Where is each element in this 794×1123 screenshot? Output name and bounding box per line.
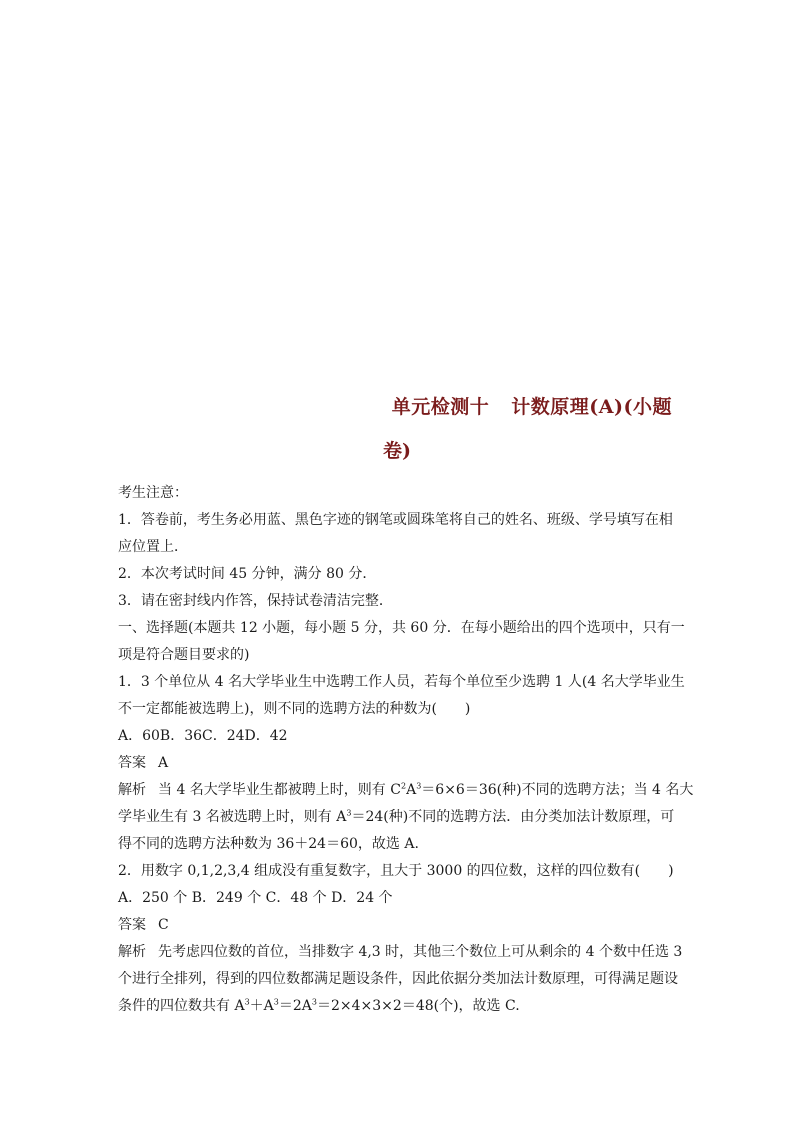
- title-unit: 单元检测十: [391, 396, 490, 418]
- q2-answer-value: C: [158, 917, 169, 933]
- q1-answer-value: A: [158, 755, 169, 771]
- title-topic: 计数原理(A)(小题: [511, 396, 672, 418]
- q2-analysis-text: ＝2×4×3×2＝48(个)，故选 C.: [317, 998, 520, 1014]
- q1-analysis-line-1: [118, 777, 694, 804]
- q1-analysis-text: A: [406, 782, 417, 798]
- q1-answer: [118, 750, 678, 777]
- q1-stem-cont: 不一定都能被选聘上)，则不同的选聘方法的种数为( ): [118, 701, 471, 717]
- q2-options: A．250 个 B．249 个 C．48 个 D．24 个: [118, 890, 393, 906]
- q2-sup: 3: [311, 997, 317, 1007]
- document-title-continued: 卷): [383, 440, 411, 462]
- document-title: [392, 392, 672, 419]
- q2-analysis-line-1: [118, 939, 683, 966]
- q1-sup: 2: [400, 781, 407, 791]
- q1-analysis-text: 当 4 名大学毕业生都被聘上时，则有 C: [158, 782, 401, 798]
- q2-analysis-text: 先考虑四位数的首位，当排数字 4,3 时，其他三个数位上可从剩余的 4 个数中任选 3: [158, 944, 683, 960]
- notice-item-3: 3．请在密封线内作答，保持试卷清洁完整．: [118, 593, 393, 609]
- section-heading: 一、选择题(本题共 12 小题，每小题 5 分，共 60 分．在每小题给出的四个选项中，只有一: [118, 620, 685, 636]
- q2-answer-label: 答案: [118, 917, 146, 933]
- q1-analysis-label: 解析: [118, 782, 146, 798]
- q2-analysis-line-2: 个进行全排列，得到的四位数都满足题设条件，因此依据分类加法计数原理，可得满足题设: [118, 971, 678, 987]
- q1-answer-label: 答案: [118, 755, 146, 771]
- q2-analysis-label: 解析: [118, 944, 146, 960]
- notice-item-1: 1．答卷前，考生务必用蓝、黑色字迹的钢笔或圆珠笔将自己的姓名、班级、学号填写在相: [118, 512, 673, 528]
- q1-analysis-line-2: [118, 804, 678, 831]
- q2-answer: [118, 912, 678, 939]
- q1-sup: 3: [346, 808, 352, 818]
- q1-analysis-line-3: 得不同的选聘方法种数为 36＋24＝60，故选 A.: [118, 836, 419, 852]
- q2-analysis-text: 条件的四位数共有 A: [118, 998, 245, 1014]
- notice-item-2: 2．本次考试时间 45 分钟，满分 80 分．: [118, 566, 377, 582]
- q2-sup: 3: [244, 997, 250, 1007]
- q2-stem: 2．用数字 0,1,2,3,4 组成没有重复数字，且大于 3000 的四位数，这样的四位数有( ): [118, 863, 674, 879]
- q1-analysis-text: ＝24(种)不同的选聘方法．由分类加法计数原理，可: [351, 809, 675, 825]
- notice-heading: 考生注意：: [118, 485, 188, 501]
- q1-options: A．60B．36C．24D．42: [118, 728, 288, 744]
- q1-sup: 3: [416, 781, 422, 791]
- q2-analysis-text: ＝2A: [278, 998, 312, 1014]
- q2-analysis-line-3: [118, 993, 678, 1020]
- document-body: [118, 480, 694, 1020]
- q1-analysis-text: ＝6×6＝36(种)不同的选聘方法；当 4 名大: [421, 782, 694, 798]
- q2-sup: 3: [273, 997, 279, 1007]
- section-heading-cont: 项是符合题目要求的): [118, 647, 250, 663]
- q1-analysis-text: 学毕业生有 3 名被选聘上时，则有 A: [118, 809, 347, 825]
- notice-item-1-cont: 应位置上．: [118, 539, 188, 555]
- q2-analysis-text: ＋A: [249, 998, 274, 1014]
- q1-stem: 1．3 个单位从 4 名大学毕业生中选聘工作人员，若每个单位至少选聘 1 人(4 名大学毕业生: [118, 674, 685, 690]
